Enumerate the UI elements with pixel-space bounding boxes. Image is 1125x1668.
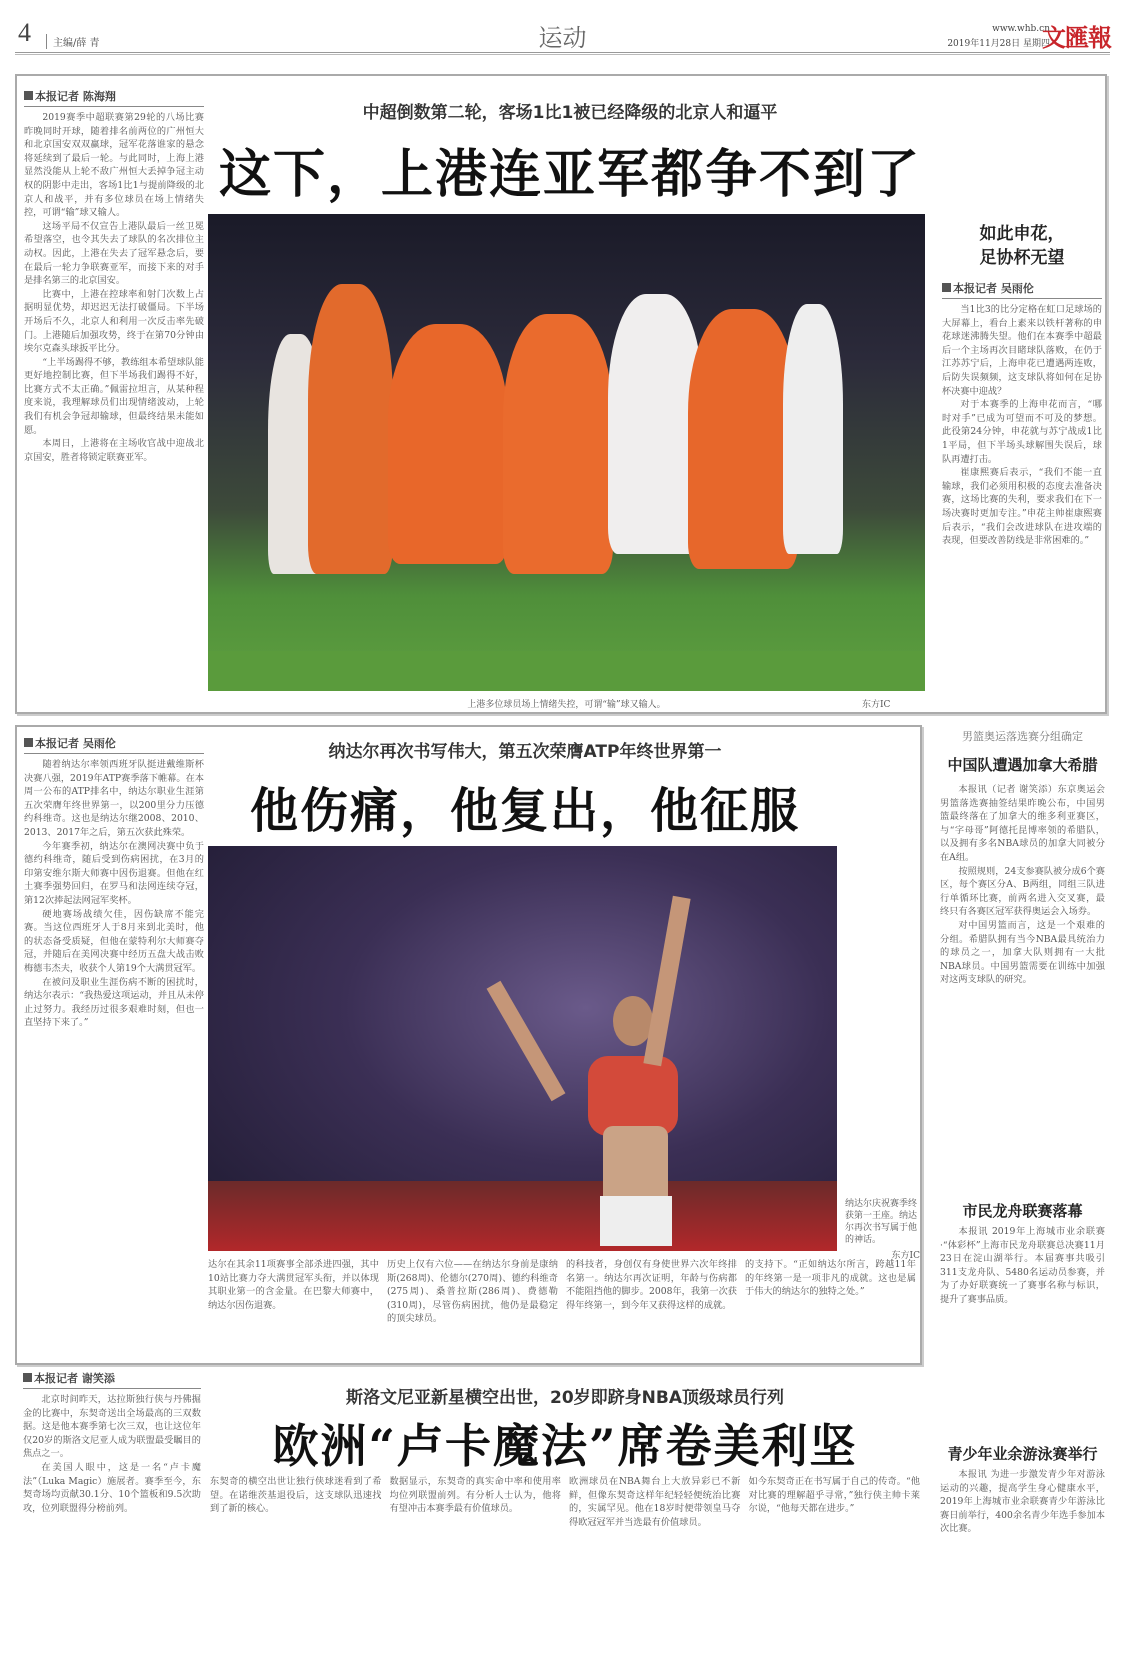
paragraph: 按照规则，24支参赛队被分成6个赛区，每个赛区分A、B两组，同组三队进行单循环比赛，前两名进入交叉赛，最终只有各赛区冠军获得奥运会入场券。 <box>940 865 1105 918</box>
brief-headline: 青少年业余游泳赛举行 <box>947 1445 1098 1463</box>
article-headline: 他伤痛，他复出，他征服 <box>249 783 800 839</box>
sidebar-headline: 中国队遭遇加拿大希腊 <box>947 756 1098 774</box>
paragraph: “上半场踢得不够，教练组本希望球队能更好地控制比赛，但下半场我们踢得不好，比赛方式不太正确。”佩雷拉坦言，从某种程度来说，我理解球员们出现情绪波动，上轮我们有机会争冠却输球，但最终结果未能如愿。 <box>24 356 204 436</box>
newspaper-logo: 文匯報 <box>1042 23 1111 52</box>
byline-marker-icon <box>942 283 951 292</box>
brief-body <box>940 1225 1105 1425</box>
paragraph: 硬地赛场战绩欠佳，因伤缺席不能完赛。当这位西班牙人于8月来到北美时，他的状态备受质疑，但他在蒙特利尔大师赛夺冠，并随后在美网决赛中经历五盘大战击败梅德韦杰夫，收获个人第19个大满贯冠军。 <box>24 908 204 974</box>
byline <box>24 735 204 754</box>
paragraph: 本周日，上港将在主场收官战中迎战北京国安，胜者将锁定联赛亚军。 <box>24 438 204 463</box>
paragraph: 当1比3的比分定格在虹口足球场的大屏幕上，看台上素来以铁杆著称的申花球迷沸腾失望。他们在本赛季中超最后一个主场再次目睹球队落败，在仍于江苏苏宁后，上海申花已遭遇两连败，后防失误频频，这支球队将如何在足协杯决赛中迎战？ <box>942 304 1102 397</box>
article-body <box>942 303 1102 713</box>
article2-bottom-columns <box>208 1258 916 1358</box>
website-url[interactable]: www.whb.cn <box>992 24 1050 34</box>
byline-marker-icon <box>23 1373 32 1382</box>
text-column: 东契奇的横空出世让独行侠球迷看到了希望。在诺维茨基退役后，这支球队迅速找到了新的核心。 <box>210 1476 382 1515</box>
text-column: 的科技者，身创仅有身使世界六次年终排名第一。纳达尔再次证明，年龄与伤病都不能阻挡他的脚步。2008年，我第一次获得年终第一，到今年又获得这样的成就。 <box>566 1259 737 1311</box>
brief-body <box>940 1468 1105 1668</box>
paragraph: 本报讯 2019年上海城市业余联赛·“体彩杯”上海市民龙舟联赛总决赛11月23日在淀山湖举行。本届赛事共吸引311支龙舟队、5480名运动员参赛，并为了办好联赛统一了赛事名称与标识，提升了赛事品质。 <box>940 1226 1105 1305</box>
article-body <box>940 783 1105 1178</box>
article-body <box>24 758 204 1358</box>
paragraph: 在被问及职业生涯伤病不断的困扰时，纳达尔表示：“我热爱这项运动，并且从未停止过努力。我经历过很多艰难时刻，但也一直坚持下来了。” <box>24 976 204 1029</box>
soccer-celebration-photo <box>208 214 925 691</box>
headline-line: 足协杯无望 <box>979 248 1065 268</box>
photo-caption-block <box>845 1198 920 1261</box>
headline-line: 如此申花， <box>979 224 1065 244</box>
section-title: 运动 <box>538 24 587 52</box>
sidebar-shenhua <box>942 222 1102 713</box>
brief-headline: 市民龙舟联赛落幕 <box>962 1202 1083 1220</box>
issue-date: 2019年11月28日 星期四 <box>947 39 1050 49</box>
byline-name: 谢笑添 <box>81 1372 115 1385</box>
article-body <box>24 111 204 711</box>
text-column: 达尔在其余11项赛事全部杀进四强，其中10站比赛力夺大满贯冠军头衔，并以体现其职业第一的含金量。在巴黎大师赛中，纳达尔因伤退赛。 <box>208 1259 379 1311</box>
byline-prefix: 本报记者 <box>35 737 79 750</box>
sidebar-briefs <box>940 728 1105 1668</box>
byline-prefix: 本报记者 <box>34 1372 78 1385</box>
article-subheadline: 纳达尔再次书写伟大，第五次荣膺ATP年终世界第一 <box>328 742 722 762</box>
byline-prefix: 本报记者 <box>35 90 79 103</box>
byline <box>942 280 1102 299</box>
nadal-celebration-photo <box>208 846 837 1251</box>
article-subheadline: 中超倒数第二轮，客场1比1被已经降级的北京人和逼平 <box>362 103 778 123</box>
sidebar-headline <box>942 222 1102 270</box>
article2-left-column <box>24 735 204 1358</box>
byline-name: 陈海翔 <box>82 90 116 103</box>
byline-marker-icon <box>24 91 33 100</box>
page-number: 4 <box>18 18 31 47</box>
text-column: 数据显示，东契奇的真实命中率和使用率均位列联盟前列。有分析人士认为，他将有望冲击本赛季最有价值球员。 <box>389 1476 561 1515</box>
byline-name: 吴雨伦 <box>82 737 116 750</box>
paragraph: 这场平局不仅宣告上港队最后一丝卫冕希望落空，也令其失去了球队的名次排位主动权。因此，上港在失去了冠军悬念后，要在最后一轮力争联赛亚军，而接下来的对手是排名第三的北京国安。 <box>24 220 204 287</box>
article-body <box>23 1393 201 1663</box>
paragraph: 本报讯 为进一步激发青少年对游泳运动的兴趣，提高学生身心健康水平，2019年上海城市业余联赛青少年游泳比赛日前举行，400余名青少年选手参加本次比赛。 <box>940 1469 1105 1535</box>
article3-columns <box>210 1475 920 1655</box>
paragraph: 对中国男篮而言，这是一个艰难的分组。希腊队拥有当今NBA最具统治力的球员之一，加拿大队则拥有一大批NBA球员。中国男篮需要在训练中加强对这两支球队的研究。 <box>940 919 1105 986</box>
byline <box>23 1370 201 1389</box>
byline-prefix: 本报记者 <box>953 282 997 295</box>
photo-credit: 东方IC <box>891 1251 920 1261</box>
editor-credit: 主编/薛 青 <box>46 34 100 49</box>
text-column: 欧洲球员在NBA舞台上大放异彩已不新鲜，但像东契奇这样年纪轻轻便统治比赛的，实属罕见。他在18岁时便带领皇马夺得欧冠冠军并当选最有价值球员。 <box>569 1476 741 1528</box>
paragraph: 比赛中，上港在控球率和射门次数上占据明显优势，却迟迟无法打破僵局。下半场开场后不久，北京人和利用一次反击率先破门。上港随后加强攻势，终于在第70分钟由埃尔克森头球扳平比分。 <box>24 288 204 355</box>
photo-credit: 东方IC <box>862 700 891 710</box>
text-column: 如今东契奇正在书写属于自己的传奇。“他对比赛的理解超乎寻常，”独行侠主帅卡莱尔说，“他每天都在进步。” <box>748 1476 920 1515</box>
byline-name: 吴雨伦 <box>1000 282 1034 295</box>
photo-caption: 上港多位球员场上情绪失控，可谓“输”球又输人。 <box>467 700 666 710</box>
paragraph: 2019赛季中超联赛第29轮的八场比赛昨晚同时开球，随着排名前两位的广州恒大和北京国安双双赢球，冠军花落谁家的悬念将延续到了最后一轮。与此同时，上海上港显然没能从上轮不敌广州恒大丢掉争冠主动权的阴影中走出，客场1比1与提前降级的北京人和战平，并有多位球员在场上情绪失控，可谓“输”球又输人。 <box>24 112 204 219</box>
text-column: 历史上仅有六位——在纳达尔身前是康纳斯(268周)、伦德尔(270周)、德约科维奇(275周)、桑普拉斯(286周)、费德勒(310周)，尽管伤病困扰，他仍是最稳定的顶尖球员。 <box>387 1259 558 1325</box>
article-doncic <box>15 1370 925 1660</box>
byline <box>24 88 204 107</box>
text-column: 的支持下。“正如纳达尔所言，跨越11年的年终第一是一项非凡的成就。这也是属于伟大的纳达尔的独特之处。” <box>745 1259 916 1298</box>
article1-left-column <box>24 88 204 711</box>
paragraph: 本报讯（记者 谢笑添）东京奥运会男篮落选赛抽签结果昨晚公布，中国男篮最终落在了加拿大的维多利亚赛区，与“字母哥”阿德托昆博率领的希腊队，以及拥有多名NBA球员的加拿大同被分在A组。 <box>940 784 1105 863</box>
paragraph: 随着纳达尔率领西班牙队挺进戴维斯杯决赛八强，2019年ATP赛季落下帷幕。在本周一公布的ATP排名中，纳达尔职业生涯第五次荣膺年终世界第一，以200里分力压德约科维奇。这也是纳达尔继2008、2010、2013、2017年之后，第五次获此殊荣。 <box>24 759 204 838</box>
header-rule <box>15 52 1110 55</box>
paragraph: 崔康熙赛后表示，“我们不能一直输球，我们必须用积极的态度去准备决赛，这场比赛的失利，要求我们在下一场决赛时更加专注。”申花主帅崔康熙赛后表示，“我们会改进球队在进攻端的表现，但要改善防线是非常困难的。” <box>942 467 1102 547</box>
sidebar-kicker: 男篮奥运落选赛分组确定 <box>962 730 1083 743</box>
photo-caption: 纳达尔庆祝赛季终获第一王座。纳达尔再次书写属于他的神话。 <box>845 1199 918 1245</box>
article-subheadline: 斯洛文尼亚新星横空出世，20岁即跻身NBA顶级球员行列 <box>346 1388 784 1408</box>
paragraph: 北京时间昨天，达拉斯独行侠与丹佛掘金的比赛中，东契奇送出全场最高的三双数据。这是他本赛季第七次三双，也让这位年仅20岁的斯洛文尼亚人成为联盟最受瞩目的焦点之一。 <box>23 1394 201 1460</box>
byline-marker-icon <box>24 738 33 747</box>
paragraph: 对于本赛季的上海申花而言，“哪时对手”已成为可望而不可及的梦想。此役第24分钟，申花就与苏宁战成1比1平局，但下半场头球解围失误后，球队再遭打击。 <box>942 399 1102 465</box>
article-headline: 这下，上港连亚军都争不到了 <box>218 144 921 205</box>
paragraph: 在美国人眼中，这是一名“卢卡魔法”（Luka Magic）施展者。赛季至今，东契奇场均贡献30.1分、10个篮板和9.5次助攻，位列联盟得分榜前列。 <box>23 1461 201 1514</box>
article-headline: 欧洲“卢卡魔法”席卷美利坚 <box>272 1419 858 1473</box>
paragraph: 今年赛季初，纳达尔在澳网决赛中负于德约科维奇，随后受到伤病困扰，在3月的印第安维尔斯大师赛中因伤退赛。但他在红土赛季强势回归，在罗马和法网连续夺冠，第12次捧起法网冠军奖杯。 <box>24 840 204 906</box>
